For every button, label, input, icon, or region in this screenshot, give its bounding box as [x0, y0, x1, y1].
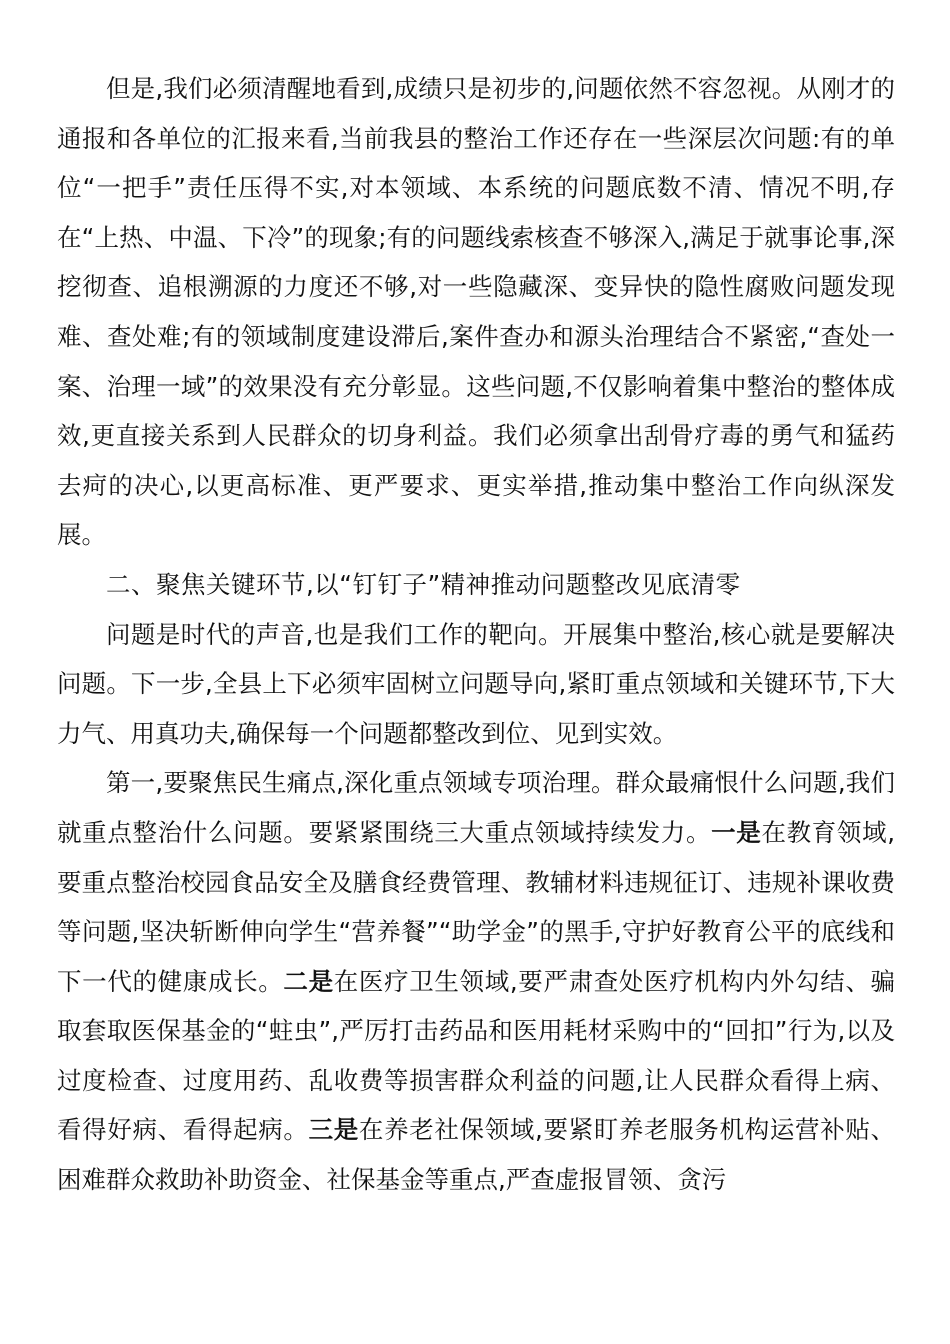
text-segment: 第一,要聚焦民生痛点,深化重点领域专项治理。群众最痛恨什么问题,我们就重点整治什么问题。要紧紧围绕三大重点领域持续发力。 [57, 768, 895, 847]
bold-marker-second: 二是 [283, 966, 334, 996]
bold-marker-first: 一是 [711, 817, 762, 847]
text-segment: 在教育领域,要重点整治校园食品安全及膳食经费管理、教辅材料违规征订、违规补课收费等问题,坚决斩断伸向学生“营养餐”“助学金”的黑手,守护好教育公平的底线和下一代的健康成长。 [57, 817, 896, 996]
section-heading-2: 二、聚焦关键环节,以“钉钉子”精神推动问题整改见底清零 [106, 569, 741, 599]
paragraph-problem-orientation: 问题是时代的声音,也是我们工作的靶向。开展集中整治,核心就是要解决问题。下一步,全县上下必须牢固树立问题导向,紧盯重点领域和关键环节,下大力气、用真功夫,确保每一个问题都整改到位、见到实效。 [57, 619, 895, 748]
bold-marker-third: 三是 [308, 1115, 359, 1145]
paragraph-first-measure [57, 758, 895, 1204]
document-body [57, 64, 895, 1205]
paragraph-problems: 但是,我们必须清醒地看到,成绩只是初步的,问题依然不容忽视。从刚才的通报和各单位的汇报来看,当前我县的整治工作还存在一些深层次问题:有的单位“一把手”责任压得不实,对本领域、本系统的问题底数不清、情况不明,存在“上热、中温、下冷”的现象;有的问题线索核查不够深入,满足于就事论事,深挖彻查、追根溯源的力度还不够,对一些隐藏深、变异快的隐性腐败问题发现难、查处难;有的领域制度建设滞后,案件查办和源头治理结合不紧密,“查处一案、治理一域”的效果没有充分彰显。这些问题,不仅影响着集中整治的整体成效,更直接关系到人民群众的切身利益。我们必须拿出刮骨疗毒的勇气和猛药去疴的决心,以更高标准、更严要求、更实举措,推动集中整治工作向纵深发展。 [57, 74, 895, 550]
text-segment: 在医疗卫生领域,要严肃查处医疗机构内外勾结、骗取套取医保基金的“蛀虫”,严厉打击药品和医用耗材采购中的“回扣”行为,以及过度检查、过度用药、乱收费等损害群众利益的问题,让人民群众看得上病、看得好病、看得起病。 [57, 966, 896, 1145]
text-segment: 在养老社保领域,要紧盯养老服务机构运营补贴、困难群众救助补助资金、社保基金等重点,严查虚报冒领、贪污 [57, 1115, 896, 1195]
